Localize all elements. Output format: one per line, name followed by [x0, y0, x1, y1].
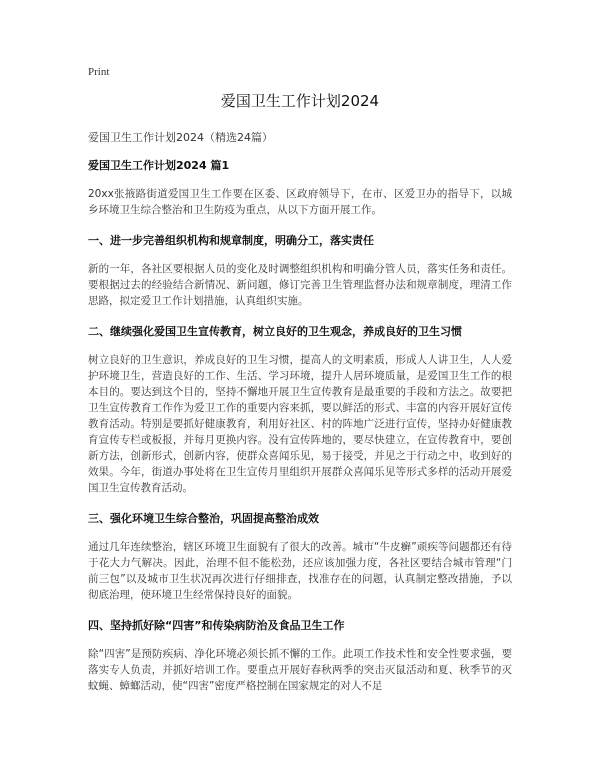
page-title: 爱国卫生工作计划2024	[220, 92, 380, 110]
section-heading-4: 四、坚持抓好除“四害”和传染病防治及食品卫生工作	[88, 619, 345, 632]
section-heading-1: 一、进一步完善组织机构和规章制度，明确分工，落实责任	[88, 234, 374, 247]
section-title: 爱国卫生工作计划2024 篇1	[88, 159, 230, 172]
section-body-3: 通过几年连续整治，辖区环境卫生面貌有了很大的改善。城市“牛皮癣”顽疾等问题都还有待于花大力气解决。因此，治理不但不能松劲，还应该加强力度，各社区要结合城市管理“门前三包”以及城市卫生状况再次进行仔细排查，找准存在的问题，认真制定整改措施，予以彻底治理，使环境卫生经常保持良好的面貌。	[88, 541, 512, 601]
section-body-1: 新的一年，各社区要根据人员的变化及时调整组织机构和明确分管人员，落实任务和责任。要根据过去的经验结合新情况、新问题，修订完善卫生管理监督办法和规章制度，理清工作思路，拟定爱卫工作计划措施，认真组织实施。	[88, 263, 512, 307]
section-body-2: 树立良好的卫生意识，养成良好的卫生习惯，提高人的文明素质，形成人人讲卫生，人人爱护环境卫生，营造良好的工作、生活、学习环境，提升人居环境质量，是爱国卫生工作的根本目的。要达到这个目的，坚持不懈地开展卫生宣传教育是最重要的手段和方法之。故要把卫生宣传教育工作作为爱卫工作的重要内容来抓，要以鲜活的形式、丰富的内容开展好宣传教育活动。特别是要抓好健康教育，利用好社区、村的阵地广泛进行宣传，坚持办好健康教育宣传专栏或板报，并每月更换内容。没有宣传阵地的，要尽快建立，在宣传教育中，要创新方法，创新形式，创新内容，使群众喜闻乐见，易于接受，并见之于行动之中，收到好的效果。今年，街道办事处将在卫生宣传月里组织开展群众喜闻乐见等形式多样的活动开展爱国卫生宣传教育活动。	[88, 354, 512, 494]
section-heading-2: 二、继续强化爱国卫生宣传教育，树立良好的卫生观念，养成良好的卫生习惯	[88, 325, 462, 338]
print-link[interactable]: Print	[88, 66, 110, 78]
intro-paragraph: 20xx张掖路街道爱国卫生工作要在区委、区政府领导下，在市、区爱卫办的指导下，以城乡环境卫生综合整治和卫生防疫为重点，从以下方面开展工作。	[88, 188, 512, 216]
section-body-4: 除“四害”是预防疾病、净化环境必须长抓不懈的工作。此项工作技术性和安全性要求强，要落实专人负责，并抓好培训工作。要重点开展好春秋两季的突击灭鼠活动和夏、秋季节的灭蚊蝇、蟑螂活动，使“四害”密度严格控制在国家规定的对人不足	[88, 648, 512, 692]
document-subtitle: 爱国卫生工作计划2024（精选24篇）	[88, 131, 273, 144]
section-heading-3: 三、强化环境卫生综合整治，巩固提高整治成效	[88, 512, 319, 525]
